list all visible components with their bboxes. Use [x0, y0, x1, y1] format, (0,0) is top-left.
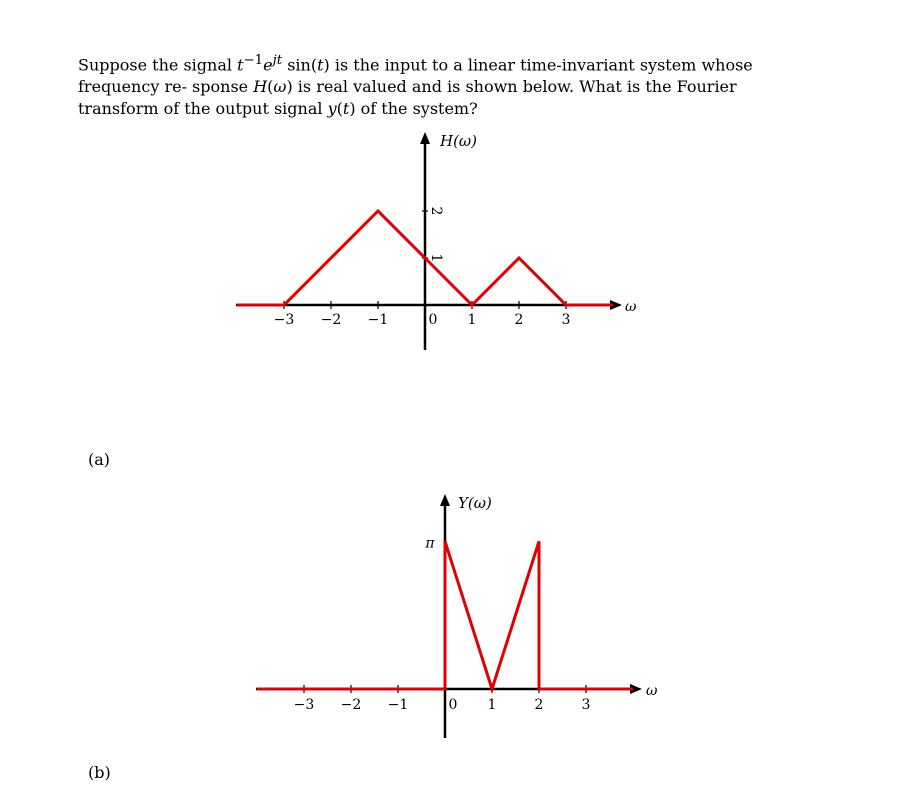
x-tick-label: −2	[340, 697, 362, 713]
x-tick-label: 2	[514, 312, 524, 328]
x-tick-label: −2	[320, 312, 342, 328]
x-tick-label: −3	[273, 312, 295, 328]
x-tick-label: 0	[448, 697, 458, 713]
question-text: Suppose the signal $t^{-1}e^{jt}$ sin(t) is the input to a linear time-invariant system whose frequency re- sponse H(ω) is real valued and is shown below. What is the Fourier transform of the output signal y(t) of the system?	[78, 53, 753, 119]
x-axis-label: ω	[625, 299, 637, 315]
y-axis-arrow	[440, 494, 450, 506]
y-tick-label: 1	[428, 253, 444, 263]
x-tick-label: −1	[367, 312, 389, 328]
x-tick-label: −3	[293, 697, 315, 713]
plot-title: Y(ω)	[458, 494, 492, 512]
x-tick-label: −1	[387, 697, 409, 713]
plot-title: H(ω)	[440, 132, 478, 150]
x-tick-label: 2	[534, 697, 544, 713]
x-tick-label: 3	[561, 312, 571, 328]
y-tick-label: 2	[428, 206, 444, 216]
x-tick-label: 1	[467, 312, 477, 328]
y-tick-label: π	[425, 535, 435, 552]
option-b-label[interactable]: (b)	[88, 763, 111, 782]
x-tick-label: 3	[581, 697, 591, 713]
x-tick-label: 1	[487, 697, 497, 713]
option-a-label[interactable]: (a)	[88, 450, 111, 469]
x-axis-label: ω	[646, 683, 658, 699]
data-line	[257, 541, 633, 689]
x-tick-label: 0	[428, 312, 438, 328]
